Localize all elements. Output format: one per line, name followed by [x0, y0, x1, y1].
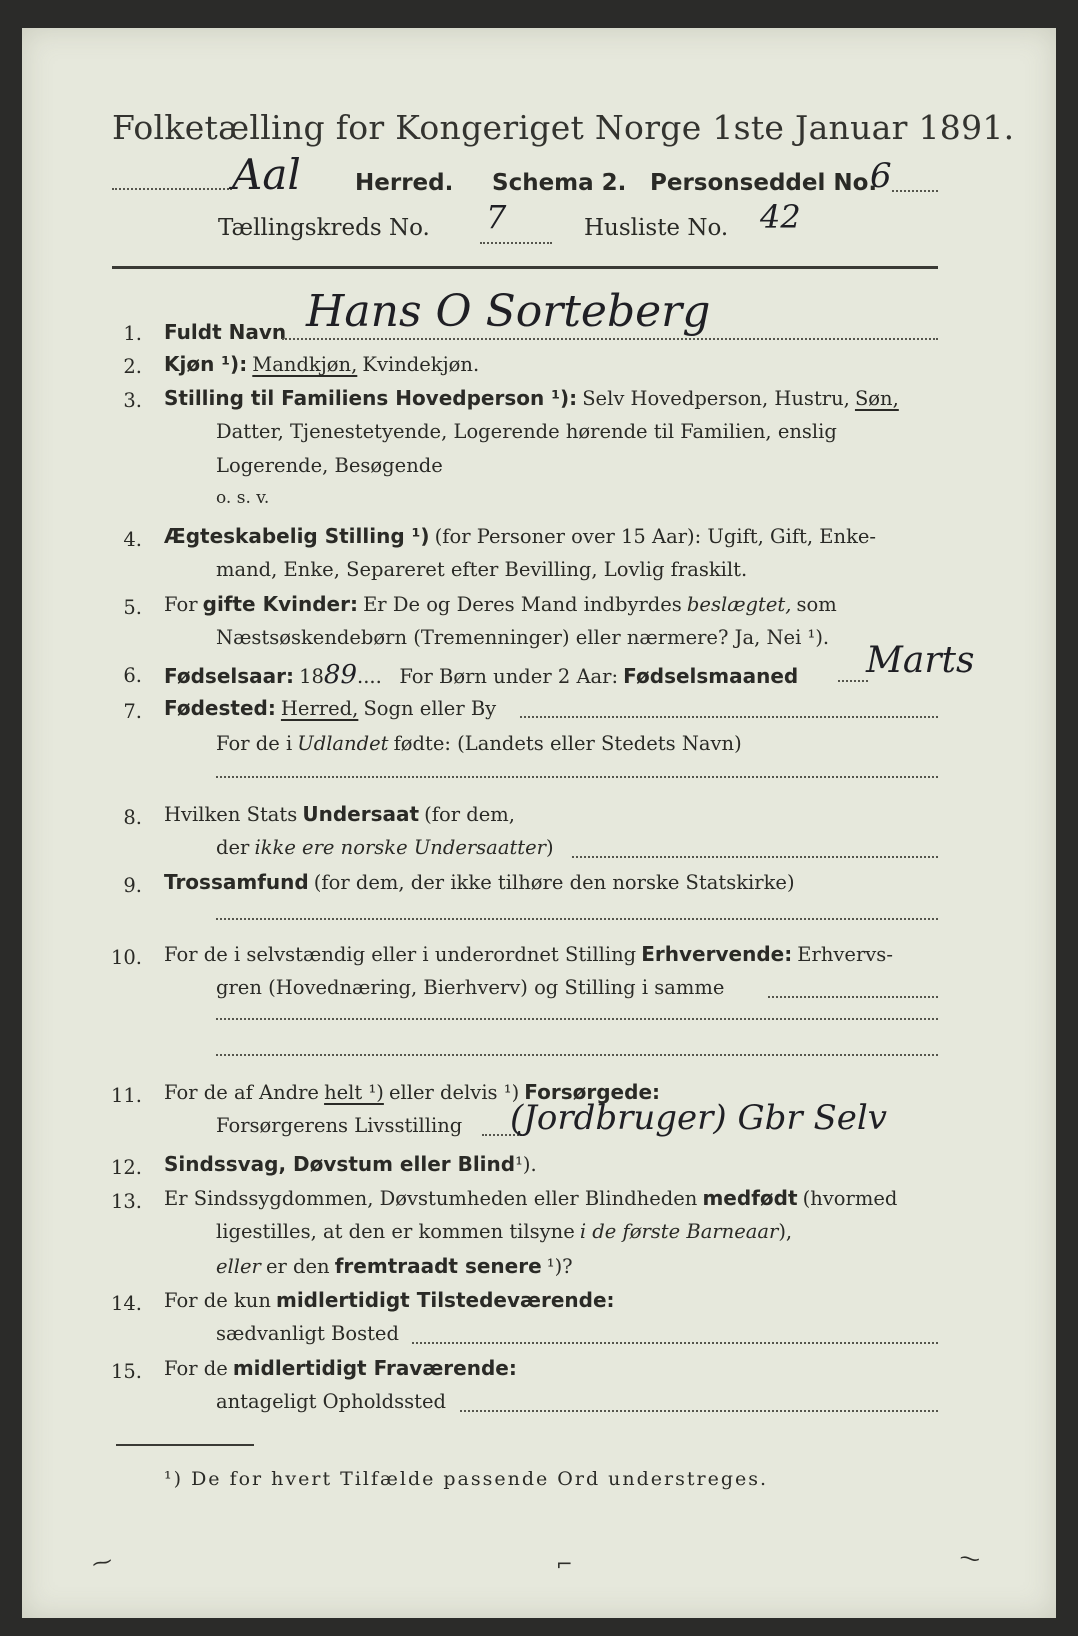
q15-line2: antageligt Opholdssted [216, 1390, 447, 1413]
q8-dotline [572, 856, 938, 858]
stray-mark-left: ⁓ [89, 1548, 115, 1576]
q7-udlandet: Udlandet [297, 732, 389, 755]
q9-blank-line [216, 918, 938, 920]
q6-month-value: Marts [866, 640, 975, 681]
husliste-value: 42 [760, 198, 801, 236]
q14-line2: sædvanligt Bosted [216, 1322, 399, 1345]
q8-line2-pre: der [216, 836, 250, 859]
q3-number: 3. [123, 389, 142, 412]
q7-line2-rest: fødte: (Landets eller Stedets Navn) [393, 732, 742, 755]
q7-label: Fødested: [164, 696, 276, 720]
q13-label: medfødt [702, 1186, 798, 1210]
q14-number: 14. [110, 1292, 142, 1315]
q11-pre: For de af Andre [164, 1081, 319, 1104]
q1-name-value: Hans O Sorteberg [306, 286, 711, 337]
q7-number: 7. [123, 700, 142, 723]
q3-line4: o. s. v. [216, 488, 270, 508]
q10-rest: Erhvervs- [797, 943, 893, 966]
q15-line1 [164, 1356, 517, 1380]
q11-provider-value: (Jordbruger) Gbr Selv [510, 1098, 887, 1138]
q13-line3-eller: eller [216, 1255, 261, 1278]
q13-line2-pre: ligestilles, at den er kommen tilsyne [216, 1220, 575, 1243]
q15-dotline [460, 1410, 938, 1412]
q6-label2: Fødselsmaaned [623, 664, 799, 688]
kreds-dotline [480, 242, 552, 244]
q13-line2-italic: i de første Barneaar [579, 1220, 779, 1243]
q7-line1 [164, 696, 496, 720]
q9-number: 9. [123, 874, 142, 897]
q11-label: Forsørgede: [524, 1080, 661, 1104]
q5-text: Er De og Deres Mand indbyrdes [363, 593, 682, 616]
q6-year-value: 89 [323, 660, 358, 690]
q5-line1 [164, 592, 837, 616]
q8-line2 [216, 836, 554, 859]
q13-line3-mid: er den [265, 1255, 330, 1278]
personseddel-dotline [892, 190, 938, 192]
q4-line2: mand, Enke, Separeret efter Bevilling, Lovlig fraskilt. [216, 558, 748, 581]
header-rule [112, 266, 938, 269]
q7-blank-line [216, 776, 938, 778]
q8-number: 8. [123, 806, 142, 829]
q5-label: gifte Kvinder: [202, 592, 358, 616]
q4-line1 [164, 524, 876, 548]
q8-line2-post: ) [545, 836, 554, 859]
stray-mark-center: ⌐ [556, 1552, 573, 1576]
q10-dotline [768, 996, 938, 998]
q13-line2 [216, 1220, 792, 1243]
q9-rest: (for dem, der ikke tilhøre den norske Statskirke) [313, 871, 795, 894]
q3-label: Stilling til Familiens Hovedperson ¹): [164, 386, 578, 410]
q7-line2 [216, 732, 742, 755]
q13-line3 [216, 1254, 573, 1278]
q14-dotline [412, 1342, 938, 1344]
q10-number: 10. [110, 946, 142, 969]
q1-number: 1. [123, 322, 142, 345]
q6-dotline [838, 680, 868, 682]
q13-line1 [164, 1186, 897, 1210]
q4-options-a: (for Personer over 15 Aar): Ugift, Gift, Enke- [434, 525, 877, 548]
q8-line2-italic: ikke ere norske Undersaatter [254, 836, 546, 859]
q10-blank-line-2 [216, 1054, 938, 1056]
q6-label: Fødselsaar: [164, 664, 294, 688]
q13-pre: Er Sindssygdommen, Døvstumheden eller Blindheden [164, 1187, 698, 1210]
q5-pre: For [164, 593, 198, 616]
q1-label: Fuldt Navn [164, 320, 287, 344]
q2-number: 2. [123, 355, 142, 378]
q2-line [164, 352, 479, 376]
q14-line1 [164, 1288, 615, 1312]
q8-rest: (for dem, [424, 803, 515, 826]
q12-post: ¹). [515, 1153, 537, 1176]
q7-dotline [520, 716, 938, 718]
q11-mid: eller delvis ¹) [388, 1081, 520, 1104]
q15-pre: For de [164, 1357, 228, 1380]
q10-line1 [164, 942, 893, 966]
q4-number: 4. [123, 528, 142, 551]
herred-label: Herred. [355, 170, 454, 196]
footnote: ¹) De for hvert Tilfælde passende Ord understreges. [164, 1468, 769, 1490]
q3-line3: Logerende, Besøgende [216, 454, 443, 477]
q3-line1 [164, 386, 899, 410]
q5-som: som [796, 593, 837, 616]
q5-beslaegtet: beslægtet, [686, 593, 792, 616]
q13-number: 13. [110, 1190, 142, 1213]
q15-label: midlertidigt Fraværende: [232, 1356, 517, 1380]
stray-mark-right: ⁓ [958, 1544, 982, 1572]
q12-number: 12. [110, 1156, 142, 1179]
herred-value: Aal [232, 150, 301, 199]
q14-label: midlertidigt Tilstedeværende: [275, 1288, 615, 1312]
kreds-label: Tællingskreds No. [218, 215, 430, 241]
q11-number: 11. [110, 1084, 142, 1107]
q13-line3-label: fremtraadt senere [334, 1254, 542, 1278]
q6-year-prefix: 18 [299, 665, 324, 688]
q5-number: 5. [123, 596, 142, 619]
q9-label: Trossamfund [164, 870, 309, 894]
q6-mid: For Børn under 2 Aar: [399, 665, 619, 688]
q6-line: Fødselsaar: 1889.... For Børn under 2 Aar: Fødselsmaaned [164, 660, 799, 690]
q14-pre: For de kun [164, 1289, 271, 1312]
q5-line2: Næstsøskendebørn (Tremenninger) eller nærmere? Ja, Nei ¹). [216, 626, 830, 649]
schema-label: Schema 2. [492, 170, 627, 196]
q13-line3-post: ¹)? [546, 1255, 573, 1278]
q10-label: Erhvervende: [641, 942, 793, 966]
q3-option-son: Søn, [854, 387, 899, 410]
q1-dotline [282, 338, 938, 340]
form-title: Folketælling for Kongeriget Norge 1ste Januar 1891. [112, 108, 1015, 147]
personseddel-value: 6 [870, 156, 892, 196]
q4-label: Ægteskabelig Stilling ¹) [164, 524, 430, 548]
q12-label: Sindssvag, Døvstum eller Blind [164, 1152, 516, 1176]
q8-pre: Hvilken Stats [164, 803, 298, 826]
q3-options-a: Selv Hovedperson, Hustru, [582, 387, 850, 410]
q10-pre: For de i selvstændig eller i underordnet Stilling [164, 943, 637, 966]
personseddel-label: Personseddel No. [650, 170, 878, 196]
q13-rest: (hvormed [802, 1187, 898, 1210]
herred-dotline [112, 188, 232, 190]
q2-option-mandkjon: Mandkjøn, [252, 353, 358, 376]
q11-option-helt: helt ¹) [324, 1081, 384, 1104]
q9-line [164, 870, 795, 894]
q2-option-kvindekjon: Kvindekjøn. [362, 353, 480, 376]
q8-label: Undersaat [302, 802, 420, 826]
q2-label: Kjøn ¹): [164, 352, 248, 376]
footnote-rule [116, 1444, 254, 1446]
q11-line2: Forsørgerens Livsstilling [216, 1114, 463, 1137]
q6-number: 6. [123, 664, 142, 687]
q15-number: 15. [110, 1360, 142, 1383]
q8-line1 [164, 802, 515, 826]
q13-line2-post: ), [778, 1220, 793, 1243]
q7-line2-pre: For de i [216, 732, 293, 755]
q7-rest: Sogn eller By [363, 697, 497, 720]
q7-option-herred: Herred, [280, 697, 359, 720]
kreds-value: 7 [486, 198, 507, 236]
q12-line [164, 1152, 537, 1176]
q10-blank-line-1 [216, 1018, 938, 1020]
q10-line2: gren (Hovednæring, Bierhverv) og Stilling i samme [216, 976, 725, 999]
husliste-label: Husliste No. [584, 215, 729, 241]
q3-line2: Datter, Tjenestetyende, Logerende hørende til Familien, enslig [216, 420, 837, 443]
